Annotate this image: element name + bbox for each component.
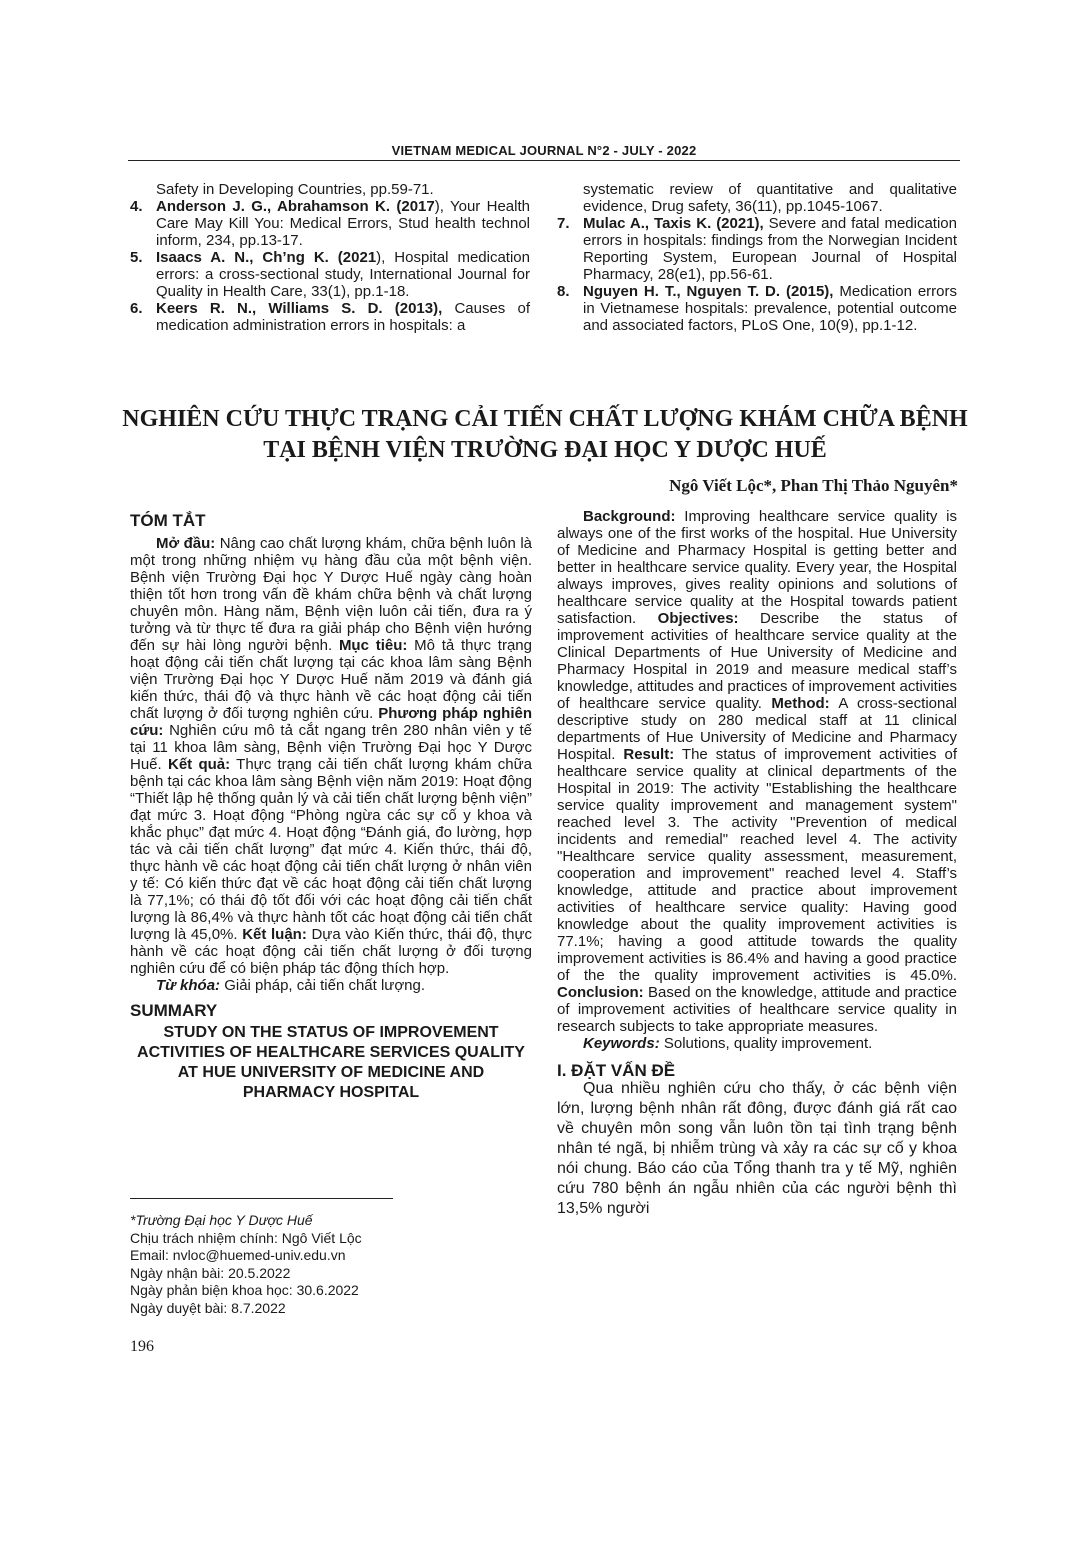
page-number: 196 <box>130 1338 154 1355</box>
abstract-vi: Mở đầu: Nâng cao chất lượng khám, chữa bệnh luôn là một trong những nhiệm vụ hàng đầu của một bệnh viện. Bệnh viện Trường Đại học Y Dược Huế ngày càng hoàn thiện tốt hơn trong vấn đề khám chữa bệnh và chất lượng chuyên môn. Hàng năm, Bệnh viện luôn cải tiến, đưa ra ý tưởng và từ thực tế đưa ra giải pháp cho Bệnh viện hướng đến sự hài lòng người bệnh. Mục tiêu: Mô tả thực trạng hoạt động cải tiến chất lượng tại các khoa lâm sàng Bệnh viện Trường Đại học Y Dược Huế năm 2019 và đánh giá kiến thức, thái độ và thực hành về các hoạt động cải tiến chất lượng ở đối tượng nghiên cứu. Phương pháp nghiên cứu: Nghiên cứu mô tả cắt ngang trên 280 nhân viên y tế tại 11 khoa lâm sàng, Bệnh viện Trường Đại học Y Dược Huế. Kết quả: Thực trạng cải tiến chất lượng khám chữa bệnh tại các khoa lâm sàng Bệnh viện năm 2019: Hoạt động “Thiết lập hệ thống quản lý và cải tiến chất lượng bệnh viện” đạt mức 3. Hoạt động “Phòng ngừa các sự cố y khoa và khắc phục” đạt mức 4. Hoạt động “Đánh giá, đo lường, hợp tác và cải tiến chất lượng” đạt mức 4. Kiến thức, thái độ, thực hành về các hoạt động cải tiến chất lượng ở nhân viên y tế: Có kiến thức đạt về các hoạt động cải tiến chất lượng là 77,1%; có thái độ tốt đối với các hoạt động cải tiến chất lượng là 86,4% và thực hành tốt các hoạt động cải tiến chất lượng là 45,0%. Kết luận: Dựa vào Kiến thức, thái độ, thực hành về các hoạt động cải tiến chất lượng ở đối tượng nghiên cứu để có biện pháp tác động thích hợp. <box>130 535 533 977</box>
footnote-line: Ngày duyệt bài: 8.7.2022 <box>130 1299 286 1316</box>
left-column <box>130 512 532 1103</box>
abstract-vi-heading: TÓM TẮT <box>130 511 206 530</box>
footnotes <box>130 1212 430 1317</box>
summary-heading: SUMMARY <box>130 1001 218 1020</box>
footnote-line: Chịu trách nhiệm chính: Ngô Viết Lộc <box>130 1229 362 1246</box>
reference-item: 6. Keers R. N., Williams S. D. (2013), Causes of medication administration errors in hospitals: a <box>130 300 530 334</box>
abstract-en: Background: Improving healthcare service quality is always one of the first works of the hospital. Hue University of Medicine and Pharmacy Hospital is getting better and better in healthcare service quality. Every year, the Hospital always improves, gives reality opinions and solutions of healthcare service quality at the Hospital towards patient satisfaction. Objectives: Describe the status of improvement activities of healthcare service quality at the Clinical Departments of Hue University of Medicine and Pharmacy Hospital in 2019 and measure medical staff’s knowledge, attitudes and practices of improvement activities of healthcare service quality. Method: A cross-sectional descriptive study on 280 medical staff at 11 clinical departments of Hue University of Medicine and Pharmacy Hospital. Result: The status of improvement activities of healthcare service quality at clinical departments of the Hospital in 2019: The activity "Establishing the healthcare service quality improvement and management system" reached level 3. The activity "Prevention of medical incidents and remedial" reached level 4. The activity "Healthcare service quality assessment, measurement, cooperation and improvement" reached level 4. Staff’s knowledge, attitude and practice about improvement activities of healthcare service quality: Having good knowledge about the quality improvement activities is 77.1%; having a good attitude towards the quality improvement activities is 86.4% and having a good practice of the the quality improvement activities is 45.0%. Conclusion: Based on the knowledge, attitude and practice of improvement activities of healthcare service quality in research subjects to take appropriate measures. <box>557 508 958 1035</box>
summary-title: STUDY ON THE STATUS OF IMPROVEMENT ACTIVITIES OF HEALTHCARE SERVICES QUALITY AT HUE UNIVERSITY OF MEDICINE AND PHARMACY HOSPITAL <box>137 1024 525 1101</box>
reference-item: 7. Mulac A., Taxis K. (2021), Severe and fatal medication errors in hospitals: findings from the Norwegian Incident Reporting System, European Journal of Hospital Pharmacy, 28(e1), pp.56-61. <box>557 215 957 283</box>
intro-paragraph: Qua nhiều nghiên cứu cho thấy, ở các bệnh viện lớn, lượng bệnh nhân rất đông, được đánh giá rất cao về chuyên môn song vẫn luôn tồn tại tình trạng bệnh nhân té ngã, bị nhiễm trùng và xảy ra các sự cố y khoa nói chung. Báo cáo của Tổng thanh tra y tế Mỹ, nghiên cứu 780 bệnh án ngẫu nhiên của các người bệnh thì 13,5% người <box>557 1080 957 1217</box>
header-rule <box>128 160 960 161</box>
reference-item: 8. Nguyen H. T., Nguyen T. D. (2015), Medication errors in Vietnamese hospitals: prevalence, potential outcome and associated factors, PLoS One, 10(9), pp.1-12. <box>557 283 958 334</box>
footnote-affiliation: *Trường Đại học Y Dược Huế <box>130 1212 313 1228</box>
keywords-vi: Từ khóa: Giải pháp, cải tiến chất lượng. <box>156 977 426 994</box>
title-line: TẠI BỆNH VIỆN TRƯỜNG ĐẠI HỌC Y DƯỢC HUẾ <box>263 437 827 463</box>
footnote-line: Ngày phản biện khoa học: 30.6.2022 <box>130 1282 359 1298</box>
article-title <box>100 404 990 466</box>
reference-item: 4. Anderson J. G., Abrahamson K. (2017), Your Health Care May Kill You: Medical Errors, Stud health technol inform, 234, pp.13-17. <box>130 198 530 249</box>
authors: Ngô Viết Lộc*, Phan Thị Thảo Nguyên* <box>669 476 958 495</box>
references-right <box>557 181 957 334</box>
reference-item: systematic review of quantitative and qualitative evidence, Drug safety, 36(11), pp.1045-1067. <box>583 181 957 215</box>
right-column <box>557 508 957 1219</box>
reference-item: Safety in Developing Countries, pp.59-71. <box>156 181 434 198</box>
intro-heading: I. ĐẶT VẤN ĐỀ <box>557 1061 676 1080</box>
title-line: NGHIÊN CỨU THỰC TRẠNG CẢI TIẾN CHẤT LƯỢNG KHÁM CHỮA BỆNH <box>122 406 968 432</box>
reference-item: 5. Isaacs A. N., Ch’ng K. (2021), Hospital medication errors: a cross-sectional study, International Journal for Quality in Health Care, 33(1), pp.1-18. <box>130 249 530 300</box>
footnote-divider <box>130 1198 393 1199</box>
keywords-en: Keywords: Solutions, quality improvement. <box>583 1035 873 1052</box>
footnote-line: Email: nvloc@huemed-univ.edu.vn <box>130 1247 346 1263</box>
references-left <box>130 181 530 334</box>
journal-header: VIETNAM MEDICAL JOURNAL N°2 - JULY - 2022 <box>391 143 697 158</box>
footnote-line: Ngày nhận bài: 20.5.2022 <box>130 1264 291 1281</box>
